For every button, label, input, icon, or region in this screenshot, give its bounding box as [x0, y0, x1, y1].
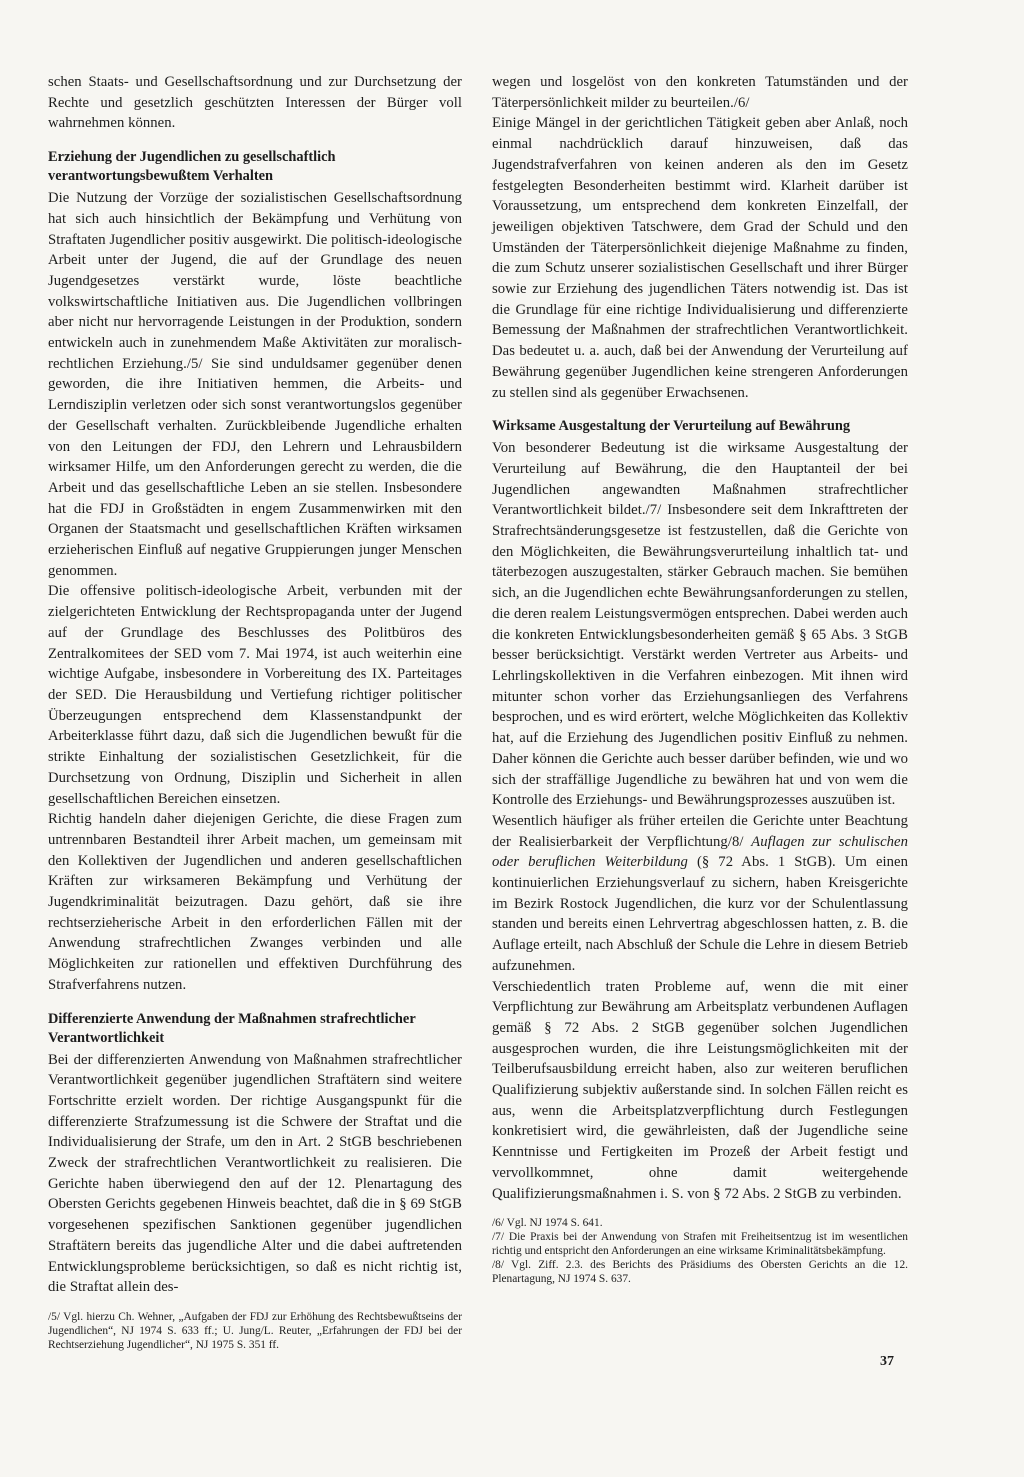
- section-heading-bewaehrung: Wirksame Ausgestaltung der Verurteilung auf Bewährung: [492, 418, 851, 435]
- footnote-8: /8/ Vgl. Ziff. 2.3. des Berichts des Präsidiums des Obersten Gerichts an die 12. Plenartagung, NJ 1974 S. 637.: [492, 1259, 908, 1286]
- section-heading-differenzierte: Differenzierte Anwendung der Maßnahmen strafrechtlicher Verantwortlichkeit: [48, 1010, 416, 1046]
- page-number: 37: [880, 1354, 894, 1369]
- paragraph-auflagen-emphasis: Auflagen zur schulischen oder beruflichen Weiterbildung: [492, 833, 908, 871]
- paragraph-besondere-bedeutung: Von besonderer Bedeutung ist die wirksame Ausgestaltung der Verurteilung auf Bewährung, die den Hauptanteil der bei Jugendlichen angewandten Maßnahmen strafrechtlicher Verantwortlichkeit bildet./7/ Insbesondere seit dem Inkrafttreten der Strafrechtsänderungsgesetze ist festzustellen, daß die Gerichte von den Möglichkeiten, die Bewährungsverurteilung inhaltlich tat- und täterbezogen auszugestalten, stärker Gebrauch machen. Sie bemühen sich, an die Jugendlichen echte Bewährungsanforderungen zu stellen, die deren realem Leistungsvermögen entsprechen. Dabei werden auch die konkreten Entwicklungsbesonderheiten gemäß § 65 Abs. 3 StGB besser berücksichtigt. Verstärkt werden Vertreter aus Arbeits- und Lehrlingskollektiven in die Verfahren einbezogen. Mit ihnen wird mitunter schon vorher das Erziehungsanliegen des Verfahrens besprochen, und es wird erörtert, welche Möglichkeiten das Kollektiv hat, auf die Erziehung des Jugendlichen positiv Einfluß zu nehmen. Daher können die Gerichte auch besser darüber befinden, wie und wo sich der straffällige Jugendliche zu bewähren hat und von wem die Kontrolle des Erziehungs- und Bewährungsprozesses auszuüben ist.: [492, 440, 908, 809]
- paragraph-nutzung: Die Nutzung der Vorzüge der sozialistischen Gesellschaftsordnung hat sich auch hinsichtlich der Bekämpfung und Verhütung von Straftaten Jugendlicher positiv ausgewirkt. Die politisch-ideologische Arbeit unter der Jugend, die auf der Grundlage des neuen Jugendgesetzes verstärkt wurde, löste beachtliche volkswirtschaftliche Initiativen aus. Die Jugendlichen vollbringen aber nicht nur hervorragende Leistungen in der Produktion, sondern entwickeln auch in zunehmendem Maße Aktivitäten zur moralisch-rechtlichen Erziehung./5/ Sie sind unduldsamer gegenüber denen geworden, die ihre Initiativen hemmen, die Arbeits- und Lerndisziplin verletzen oder sich sonst verantwortungslos gegenüber der Gesellschaft verhalten. Zurückbleibende Jugendliche erhalten von den Leitungen der FDJ, den Lehrern und Lehrausbildern wirksamer Hilfe, um den Anforderungen gerecht zu werden, die die Arbeit und das gesellschaftliche Leben an sie stellen. Insbesondere hat die FDJ in Großstädten in engem Zusammenwirken mit den Organen der Staatsmacht und gesellschaftlichen Kräften wirksamen erzieherischen Einfluß auf negative Gruppierungen junger Menschen genommen.: [48, 190, 462, 579]
- paragraph-offensive: Die offensive politisch-ideologische Arbeit, verbunden mit der zielgerichteten Entwicklung der Rechtspropaganda unter der Jugend auf der Grundlage des Beschlusses des Politbüros des Zentralkomitees der SED vom 7. Mai 1974, ist auch weiterhin eine wichtige Aufgabe, insbesondere in Vorbereitung des IX. Parteitages der SED. Die Herausbildung und Vertiefung richtiger politischer Überzeugungen entsprechend dem Klassenstandpunkt der Arbeiterklasse führt dazu, daß sich die Jugendlichen bewußt für die strikte Einhaltung der sozialistischen Gesetzlichkeit, für die Durchsetzung von Ordnung, Disziplin und Sicherheit in allen gesellschaftlichen Bereichen einsetzen.: [48, 583, 462, 807]
- footnote-6: /6/ Vgl. NJ 1974 S. 641.: [492, 1217, 603, 1230]
- left-column: [48, 72, 462, 1352]
- paragraph-intro-left: schen Staats- und Gesellschaftsordnung und zur Durchsetzung der Rechte und gesetzlich geschützten Interessen der Bürger voll wahrnehmen können.: [48, 74, 462, 132]
- footnotes-left: [48, 1310, 462, 1352]
- right-column: [492, 72, 908, 1286]
- footnote-7: /7/ Die Praxis bei der Anwendung von Strafen mit Freiheitsentzug ist im wesentlichen richtig und entspricht den Anforderungen an eine wirksame Kriminalitätsbekämpfung.: [492, 1231, 908, 1258]
- paragraph-verschiedentlich: Verschiedentlich traten Probleme auf, wenn die mit einer Verpflichtung zur Bewährung am Arbeitsplatz verbundenen Auflagen gemäß § 72 Abs. 2 StGB gegenüber solchen Jugendlichen ausgesprochen wurden, die ihre Leistungsmöglichkeiten mit der Teilberufsausbildung erreicht haben, also zur weiteren beruflichen Qualifizierung subjektiv außerstande sind. In solchen Fällen reicht es aus, wenn die Arbeitsplatzverpflichtung durch Festlegungen konkretisiert wird, die gewährleisten, daß der Jugendliche seine Kenntnisse und Fertigkeiten im Prozeß der Arbeit festigt und vervollkommnet, ohne damit weitergehende Qualifizierungsmaßnahmen i. S. von § 72 Abs. 2 StGB zu verbinden.: [492, 978, 908, 1202]
- footnotes-right: [492, 1216, 908, 1286]
- paragraph-auflagen-end: (§ 72 Abs. 1 StGB). Um einen kontinuierlichen Erziehungsverlauf zu sichern, haben Kreisgerichte im Bezirk Rostock Jugendlichen, die kurz vor der Schulentlassung standen und bereits einen Lehrvertrag abgeschlossen hatten, z. B. die Auflage erteilt, nach Abschluß der Schule die Lehre in diesem Betrieb aufzunehmen.: [492, 854, 909, 974]
- paragraph-richtig-handeln: Richtig handeln daher diejenigen Gerichte, die diese Fragen zum untrennbaren Bestandteil ihrer Arbeit machen, um gemeinsam mit den Kollektiven der Jugendlichen und anderen gesellschaftlichen Kräften zur wirksameren Bekämpfung und Verhütung der Jugendkriminalität beizutragen. Dazu gehört, daß sie ihre rechtserzieherische Arbeit in den erforderlichen Fällen mit der Anwendung strafrechtlichen Zwanges verbinden und alle Möglichkeiten zur rationellen und effektiven Durchführung des Strafverfahrens nutzen.: [48, 811, 462, 993]
- paragraph-auflagen-start: Wesentlich häufiger als früher erteilen die Gerichte unter Beachtung der Realisierbarkeit der Verpflichtung/8/: [492, 812, 908, 850]
- paragraph-auflagen: [492, 811, 908, 977]
- paragraph-maengel: Einige Mängel in der gerichtlichen Tätigkeit geben aber Anlaß, noch einmal nachdrücklich darauf hinzuweisen, daß das Jugendstrafverfahren von keinen anderen als den im Gesetz festgelegten Besonderheiten bestimmt wird. Klarheit darüber ist Voraussetzung, um entsprechend dem konkreten Einzelfall, der jeweiligen objektiven Tatschwere, dem Grad der Schuld und den Umständen der Täterpersönlichkeit diejenige Maßnahme zu finden, die zum Schutz unserer sozialistischen Gesellschaft und ihrer Bürger sowie zur Erziehung des jugendlichen Täters notwendig ist. Das ist die Grundlage für eine richtige Individualisierung und differenzierte Bemessung der Maßnahmen der strafrechtlichen Verantwortlichkeit. Das bedeutet u. a. auch, daß bei der Anwendung der Verurteilung auf Bewährung gegenüber Jugendlichen keine strengeren Anforderungen zu stellen sind als gegenüber Erwachsenen.: [492, 115, 908, 401]
- paragraph-differenzierte-anwendung: Bei der differenzierten Anwendung von Maßnahmen strafrechtlicher Verantwortlichkeit gegenüber jugendlichen Straftätern sind weitere Fortschritte erzielt worden. Der richtige Ausgangspunkt für die differenzierte Strafzumessung ist die Schwere der Straftat und die Individualisierung der Strafe, um den in Art. 2 StGB beschriebenen Zweck der strafrechtlichen Verantwortlichkeit zu realisieren. Die Gerichte haben überwiegend den auf der 12. Plenartagung des Obersten Gerichts gegebenen Hinweis beachtet, daß die in § 69 StGB vorgesehenen spezifischen Sanktionen gegenüber jugendlichen Straftätern bereits das jugendliche Alter und die dabei auftretenden Entwicklungsprobleme berücksichtigen, so daß es nicht richtig ist, die Straftat allein des-: [48, 1051, 462, 1296]
- section-heading-erziehung: Erziehung der Jugendlichen zu gesellschaftlich verantwortungsbewußtem Verhalten: [48, 149, 336, 185]
- paragraph-intro-right: wegen und losgelöst von den konkreten Tatumständen und der Täterpersönlichkeit milder zu beurteilen./6/: [492, 74, 908, 111]
- footnote-5: /5/ Vgl. hierzu Ch. Wehner, „Aufgaben der FDJ zur Erhöhung des Rechtsbewußtseins der Jugendlichen“, NJ 1974 S. 633 ff.; U. Jung/L. Reuter, „Erfahrungen der FDJ bei der Rechtserziehung Jugendlicher“, NJ 1975 S. 351 ff.: [48, 1310, 462, 1351]
